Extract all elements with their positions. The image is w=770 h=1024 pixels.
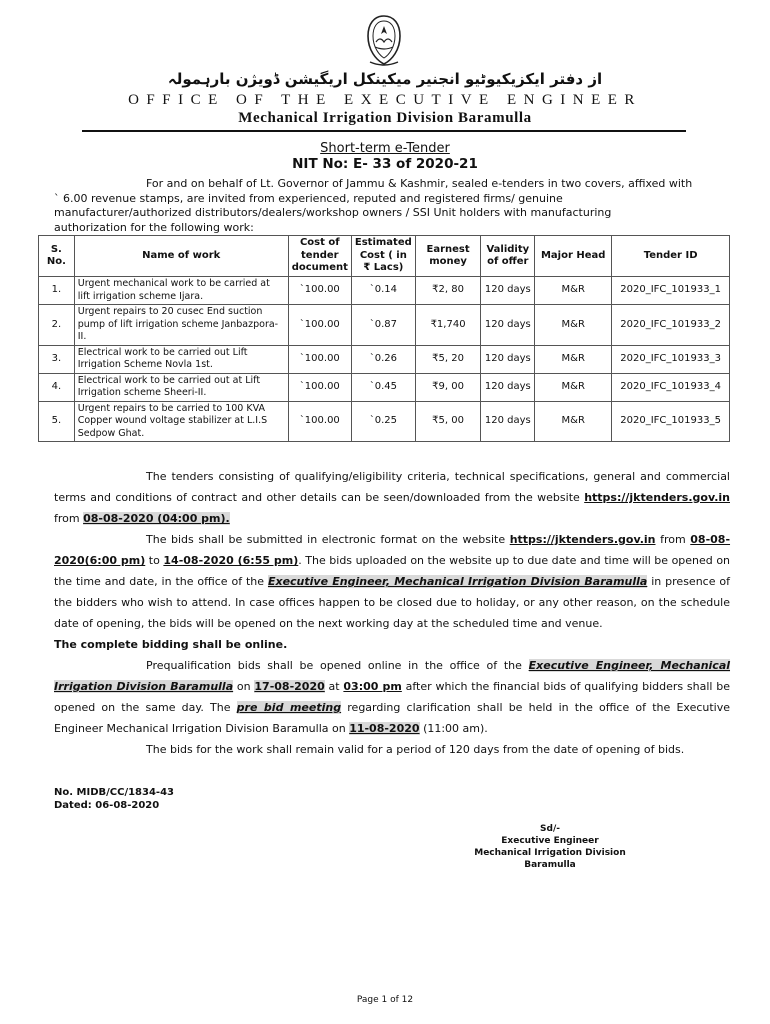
table-row <box>39 373 730 401</box>
header-rule <box>82 130 686 132</box>
cell-head: M&R <box>535 345 612 373</box>
col-header-cost-doc: Cost of tender document <box>288 236 351 277</box>
cell-sno: 1. <box>39 277 75 305</box>
col-header-est-cost: Estimated Cost ( in ₹ Lacs) <box>351 236 415 277</box>
cell-validity: 120 days <box>481 305 535 346</box>
cell-validity: 120 days <box>481 373 535 401</box>
urdu-office-title: از دفتر ایکزیکیوٹیو انجنیر میکینکل اریگیشن ڈویژن بارہمولہ <box>167 70 603 88</box>
submission-start: 08-08-2020(6:00 pm) <box>54 533 731 567</box>
cell-head: M&R <box>535 277 612 305</box>
pre-bid-meeting: pre bid meeting <box>236 701 342 714</box>
office-title: OFFICE OF THE EXECUTIVE ENGINEER <box>128 92 642 108</box>
jktenders-link[interactable]: https://jktenders.gov.in <box>584 491 730 504</box>
signature-title: Executive Engineer <box>501 836 599 846</box>
cell-tender-id: 2020_IFC_101933_3 <box>612 345 730 373</box>
tender-table <box>38 235 730 442</box>
table-row <box>39 277 730 305</box>
cell-validity: 120 days <box>481 277 535 305</box>
cell-head: M&R <box>535 401 612 442</box>
cell-cost-doc: `100.00 <box>288 305 351 346</box>
submission-end: 14-08-2020 (6:55 pm) <box>163 554 299 567</box>
cell-tender-id: 2020_IFC_101933_4 <box>612 373 730 401</box>
cell-tender-id: 2020_IFC_101933_2 <box>612 305 730 346</box>
cell-earnest: ₹5, 00 <box>415 401 481 442</box>
office-name: Executive Engineer, Mechanical Irrigation Division Baramulla <box>54 659 731 693</box>
jktenders-link[interactable]: https://jktenders.gov.in <box>509 533 656 546</box>
table-row <box>39 345 730 373</box>
reference-block <box>54 786 174 812</box>
col-header-tender-id: Tender ID <box>612 236 730 277</box>
intro-paragraph <box>54 177 730 235</box>
cell-est-cost: `0.25 <box>351 401 415 442</box>
reference-number: No. MIDB/CC/1834-43 <box>54 787 174 798</box>
signature-division: Mechanical Irrigation Division <box>474 848 626 858</box>
col-header-earnest: Earnest money <box>415 236 481 277</box>
cell-earnest: ₹9, 00 <box>415 373 481 401</box>
signature-block <box>470 823 630 871</box>
cell-head: M&R <box>535 373 612 401</box>
paragraph-validity: The bids for the work shall remain valid for a period of 120 days from the date of opening of bids. <box>146 743 685 756</box>
table-header-row <box>39 236 730 277</box>
intro-line: For and on behalf of Lt. Governor of Jammu & Kashmir, sealed e-tenders in two covers, affixed with <box>146 177 693 190</box>
nit-number: NIT No: E- 33 of 2020-21 <box>292 156 478 172</box>
cell-earnest: ₹5, 20 <box>415 345 481 373</box>
opening-date: 17-08-2020 <box>254 680 325 693</box>
paragraph-documents: The tenders consisting of qualifying/eligibility criteria, technical specifications, general and commercial terms and conditions of contract and other details can be seen/downloaded from the website https://jktenders.gov.in from 08-08-2020 (04:00 pm). <box>54 470 730 525</box>
download-date: 08-08-2020 (04:00 pm). <box>83 512 230 525</box>
notice-body <box>54 466 730 760</box>
cell-sno: 5. <box>39 401 75 442</box>
cell-sno: 4. <box>39 373 75 401</box>
signature-place: Baramulla <box>524 860 576 870</box>
col-header-head: Major Head <box>535 236 612 277</box>
intro-line: authorization for the following work: <box>54 220 254 234</box>
cell-name: Urgent repairs to 20 cusec End suction pump of lift irrigation scheme Janbazpora-II. <box>74 305 288 346</box>
table-row <box>39 401 730 442</box>
notice-type: Short-term e-Tender <box>320 141 450 156</box>
paragraph-online: The complete bidding shall be online. <box>54 638 288 651</box>
cell-tender-id: 2020_IFC_101933_5 <box>612 401 730 442</box>
cell-validity: 120 days <box>481 345 535 373</box>
opening-time: 03:00 pm <box>343 680 402 693</box>
cell-cost-doc: `100.00 <box>288 401 351 442</box>
pre-bid-date: 11-08-2020 <box>349 722 420 735</box>
cell-cost-doc: `100.00 <box>288 373 351 401</box>
division-title: Mechanical Irrigation Division Baramulla <box>238 110 532 126</box>
col-header-sno: S. No. <box>39 236 75 277</box>
cell-cost-doc: `100.00 <box>288 345 351 373</box>
cell-cost-doc: `100.00 <box>288 277 351 305</box>
office-name: Executive Engineer, Mechanical Irrigation Division Baramulla <box>267 575 648 588</box>
col-header-validity: Validity of offer <box>481 236 535 277</box>
page-number: Page 1 of 12 <box>356 995 414 1005</box>
intro-line: ` 6.00 revenue stamps, are invited from experienced, reputed and registered firms/ genuine <box>54 191 563 205</box>
signature-sd: Sd/- <box>540 824 560 834</box>
paragraph-prequalification: Prequalification bids shall be opened online in the office of the Executive Engineer, Mechanical Irrigation Division Baramulla on 17-08-2020 at 03:00 pm after which the financial bids of qualifying bidders shall be opened on the same day. The pre bid meeting regarding clarification shall be held in the office of the Executive Engineer Mechanical Irrigation Division Baramulla on 11-08-2020 (11:00 am). <box>54 659 731 735</box>
state-emblem-icon <box>364 14 404 68</box>
cell-earnest: ₹2, 80 <box>415 277 481 305</box>
cell-name: Electrical work to be carried out Lift Irrigation Scheme Novla 1st. <box>74 345 288 373</box>
cell-earnest: ₹1,740 <box>415 305 481 346</box>
cell-tender-id: 2020_IFC_101933_1 <box>612 277 730 305</box>
cell-sno: 2. <box>39 305 75 346</box>
cell-sno: 3. <box>39 345 75 373</box>
cell-est-cost: `0.87 <box>351 305 415 346</box>
cell-head: M&R <box>535 305 612 346</box>
reference-date: Dated: 06-08-2020 <box>54 800 160 811</box>
intro-line: manufacturer/authorized distributors/dealers/workshop owners / SSI Unit holders with manufacturing <box>54 206 612 219</box>
cell-validity: 120 days <box>481 401 535 442</box>
cell-est-cost: `0.14 <box>351 277 415 305</box>
paragraph-submission: The bids shall be submitted in electronic format on the website https://jktenders.gov.in from 08-08-2020(6:00 pm) to 14-08-2020 (6:55 pm). The bids uploaded on the website up to due date and time will be opened on the time and date, in the office of the Executive Engineer, Mechanical Irrigation Division Baramulla in presence of the bidders who wish to attend. In case offices happen to be closed due to holiday, or any other reason, on the schedule date of opening, the bids will be opened on the next working day at the scheduled time and venue. <box>54 533 731 630</box>
cell-est-cost: `0.45 <box>351 373 415 401</box>
col-header-name: Name of work <box>74 236 288 277</box>
cell-name: Electrical work to be carried out at Lift Irrigation scheme Sheeri-II. <box>74 373 288 401</box>
cell-name: Urgent mechanical work to be carried at lift irrigation scheme Ijara. <box>74 277 288 305</box>
cell-name: Urgent repairs to be carried to 100 KVA Copper wound voltage stabilizer at L.I.S Sedpow Ghat. <box>74 401 288 442</box>
cell-est-cost: `0.26 <box>351 345 415 373</box>
table-row <box>39 305 730 346</box>
